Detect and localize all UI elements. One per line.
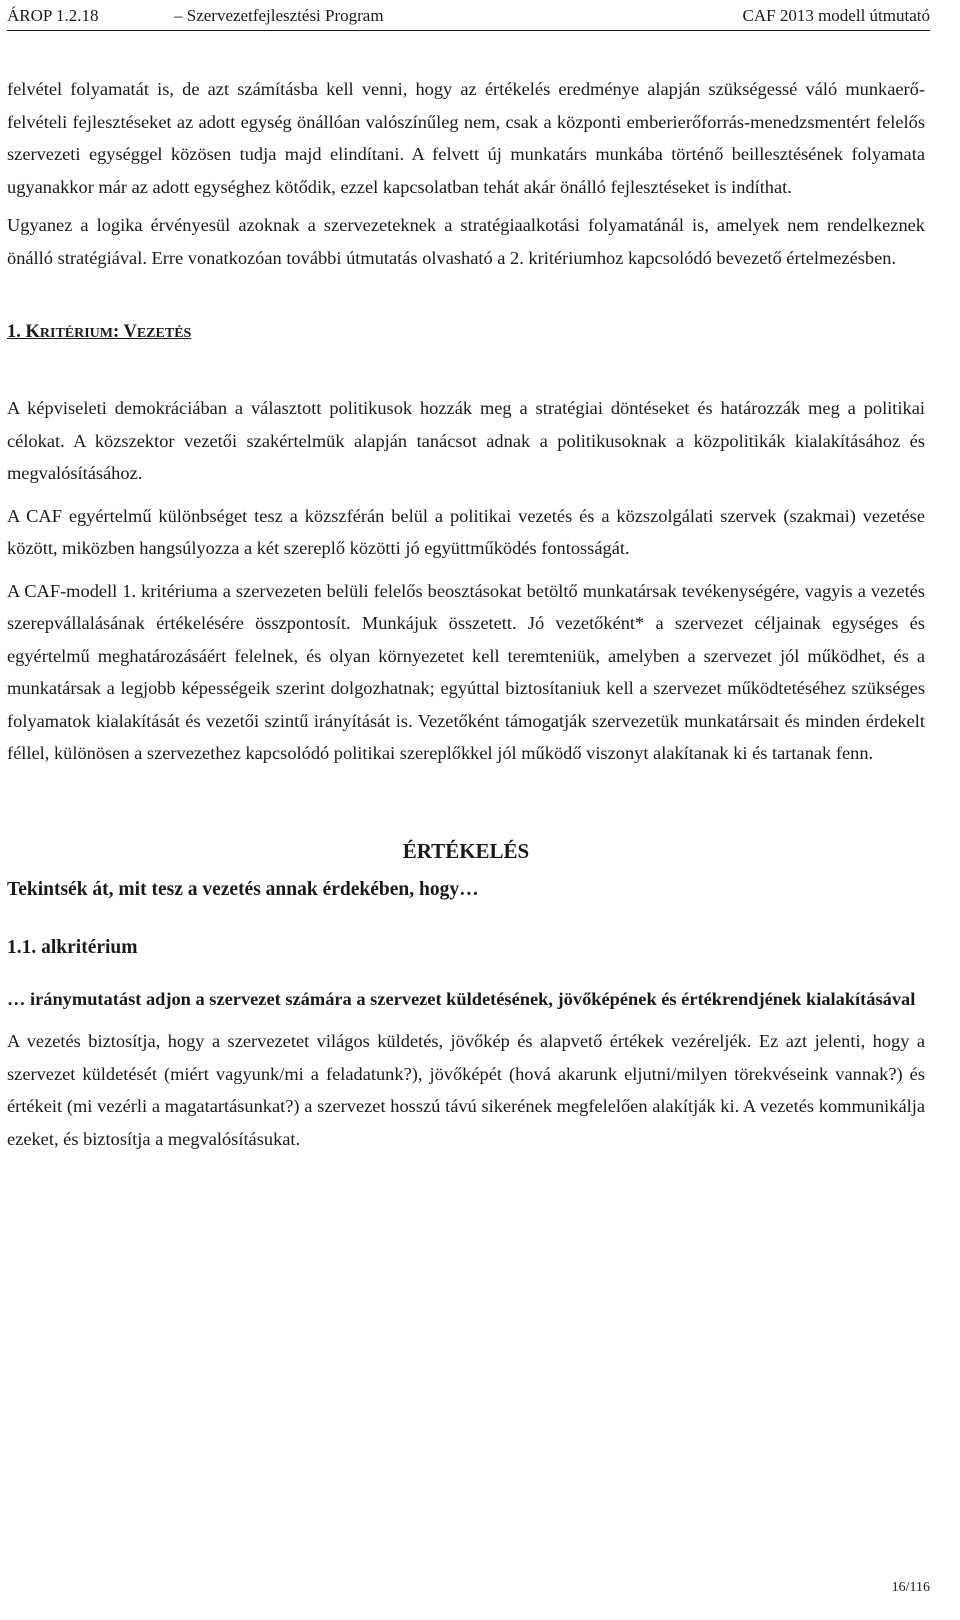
page-header — [7, 2, 930, 31]
evaluation-title: ÉRTÉKELÉS — [402, 838, 530, 863]
intro-paragraph-1: felvétel folyamatát is, de azt számításba kell venni, hogy az értékelés eredménye alapján szükségessé váló munkaerő-felvételi fejlesztéseket az adott egység önállóan valószínűleg nem, csak a központi emberierőforrás-menedzsmentért felelős szervezeti egységgel közösen tudja majd elindítani. A felvett új munkatárs munkába történő beillesztésének folyamata ugyanakkor már az adott egységhez kötődik, ezzel kapcsolatban tehát akár önálló fejlesztéseket is indíthat. — [7, 79, 925, 197]
header-document-title: CAF 2013 modell útmutató — [742, 6, 930, 25]
intro-paragraph-2: Ugyanez a logika érvényesül azoknak a szervezeteknek a stratégiaalkotási folyamatánál is, amelyek nem rendelkeznek önálló stratégiával. Erre vonatkozóan további útmutatás olvasható a 2. kritériumhoz kapcsolódó bevezető értelmezésben. — [7, 215, 925, 268]
criterion-paragraph-3: A CAF-modell 1. kritériuma a szervezeten belüli felelős beosztásokat betöltő munkatársak tevékenységére, vagyis a vezetés szerepvállalásának értékelésére összpontosít. Munkájuk összetett. Jó vezetőként* a szervezet céljainak egységes és egyértelmű meghatározásáért felelnek, és olyan környezetet kell teremteniük, amelyben a szervezet jól működhet, és a munkatársak a legjobb képességeik szerint dolgozhatnak; egyúttal biztosítaniuk kell a szervezet működtetéséhez szükséges folyamatok kialakítását és vezetői szintű irányítását is. Vezetőként támogatják szervezetük munkatársait és minden érdekelt féllel, különösen a szervezethez kapcsolódó politikai szereplőkkel jól működő viszonyt alakítanak ki és tartanak fenn. — [7, 580, 925, 763]
header-program-code: ÁROP 1.2.18 — [7, 6, 99, 25]
header-program-name: – Szervezetfejlesztési Program — [174, 6, 384, 25]
page-number: 16/116 — [891, 1580, 930, 1595]
page-content — [7, 73, 925, 1155]
evaluation-lead: Tekintsék át, mit tesz a vezetés annak érdekében, hogy… — [7, 878, 479, 900]
subcriterion-label: 1.1. alkritérium — [7, 937, 138, 958]
subcriterion-title: … iránymutatást adjon a szervezet számára a szervezet küldetésének, jövőképének és értékrendjének kialakításával — [7, 988, 916, 1009]
criterion-paragraph-1: A képviseleti demokráciában a választott politikusok hozzák meg a stratégiai döntéseket és határozzák meg a politikai célokat. A közszektor vezetői szakértelmük alapján tanácsot adnak a politikusoknak a közpolitikák kialakításához és megvalósításához. — [7, 398, 925, 483]
subcriterion-body: A vezetés biztosítja, hogy a szervezetet világos küldetés, jövőkép és alapvető értékek vezéreljék. Ez azt jelenti, hogy a szervezet küldetését (miért vagyunk/mi a feladatunk?), jövőképét (hová akarunk eljutni/milyen törekvéseink vannak?) és értékeit (mi vezérli a magatartásunkat?) a szervezet hosszú távú sikerének megfelelően alakítják ki. A vezetés kommunikálja ezeket, és biztosítja a megvalósításukat. — [7, 1031, 925, 1149]
criterion-paragraph-2: A CAF egyértelmű különbséget tesz a közszférán belül a politikai vezetés és a közszolgálati szervek (szakmai) vezetése között, miközben hangsúlyozza a két szereplő közötti jó együttműködés fontosságát. — [7, 505, 925, 558]
criterion-heading: 1. KRITÉRIUM: VEZETÉS — [7, 322, 192, 342]
